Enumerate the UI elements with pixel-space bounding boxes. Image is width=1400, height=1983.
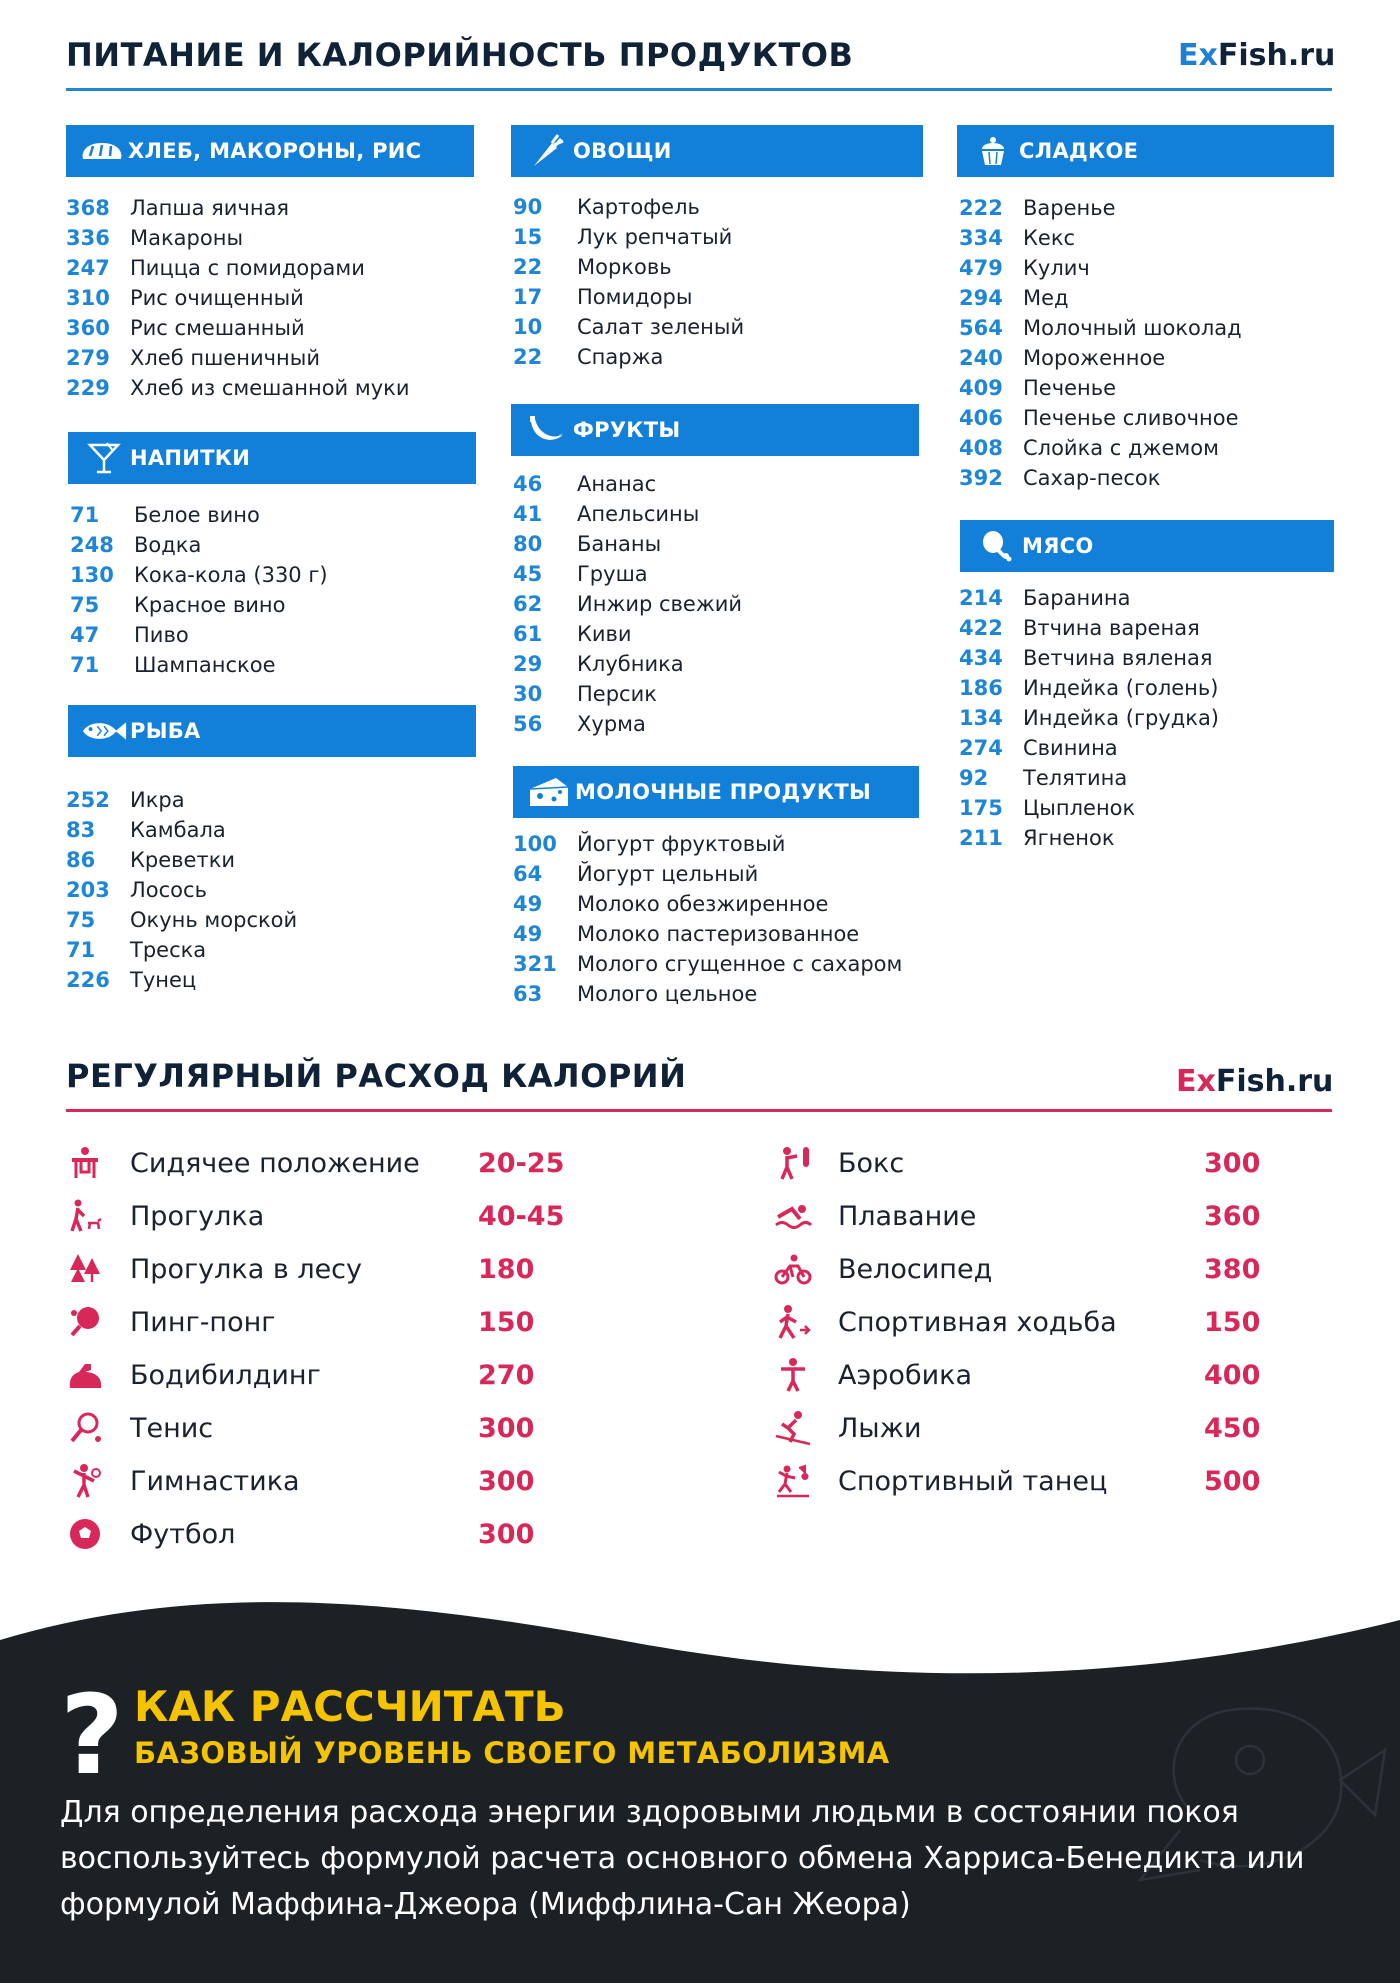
activity-kcal: 300 [478, 1518, 535, 1550]
kcal-value: 49 [513, 892, 543, 916]
activity-kcal: 180 [478, 1253, 535, 1285]
list-item [66, 253, 409, 283]
activity-row [66, 1143, 626, 1183]
category-title: СЛАДКОЕ [1019, 139, 1139, 163]
soccer-ball-icon [66, 1515, 104, 1553]
list-item [959, 823, 1219, 853]
kcal-value: 71 [66, 938, 96, 962]
activity-name: Бодибилдинг [130, 1359, 321, 1391]
activity-name: Бокс [838, 1147, 905, 1179]
category-header-drinks [68, 432, 476, 484]
kcal-value: 336 [66, 226, 110, 250]
race-walking-icon [774, 1303, 812, 1341]
product-name: Индейка (грудка) [1023, 706, 1220, 730]
activity-name: Футбол [130, 1518, 236, 1550]
list-sweets [959, 193, 1242, 493]
list-item [959, 343, 1242, 373]
kcal-value: 334 [959, 226, 1003, 250]
product-name: Ананас [577, 472, 657, 496]
activity-kcal: 450 [1204, 1412, 1261, 1444]
product-name: Кулич [1023, 256, 1090, 280]
list-item [66, 373, 409, 403]
list-item [66, 343, 409, 373]
kcal-value: 186 [959, 676, 1003, 700]
kcal-value: 408 [959, 436, 1003, 460]
kcal-value: 564 [959, 316, 1003, 340]
kcal-value: 90 [513, 195, 543, 219]
product-name: Лосось [130, 878, 207, 902]
kcal-value: 247 [66, 256, 110, 280]
product-name: Ягненок [1023, 826, 1115, 850]
product-name: Окунь морской [130, 908, 298, 932]
list-item [66, 193, 409, 223]
list-item [959, 403, 1242, 433]
activity-name: Спортивный танец [838, 1465, 1108, 1497]
list-meat [959, 583, 1219, 853]
activity-name: Лыжи [838, 1412, 922, 1444]
category-title: НАПИТКИ [130, 446, 251, 470]
kcal-value: 321 [513, 952, 557, 976]
list-item [513, 312, 744, 342]
list-item [959, 313, 1242, 343]
kcal-value: 47 [70, 623, 100, 647]
product-name: Апельсины [577, 502, 700, 526]
product-name: Лук репчатый [577, 225, 733, 249]
aerobics-icon [774, 1356, 812, 1394]
product-name: Рис смешанный [130, 316, 305, 340]
list-item [70, 560, 328, 590]
list-item [959, 583, 1219, 613]
activity-kcal: 20-25 [478, 1147, 565, 1179]
question-mark-icon: ? [60, 1671, 124, 1799]
footer-title: КАК РАССЧИТАТЬ [134, 1682, 566, 1731]
category-header-fruits [511, 404, 919, 456]
kcal-value: 15 [513, 225, 543, 249]
activity-kcal: 150 [478, 1306, 535, 1338]
list-item [959, 673, 1219, 703]
product-name: Белое вино [134, 503, 260, 527]
activity-name: Пинг-понг [130, 1306, 276, 1338]
brand-ex: Ex [1176, 1064, 1216, 1099]
list-item [959, 253, 1242, 283]
activity-name: Гимнастика [130, 1465, 300, 1497]
bicycle-icon [774, 1250, 812, 1288]
product-name: Бананы [577, 532, 662, 556]
list-item [959, 763, 1219, 793]
kcal-value: 248 [70, 533, 114, 557]
list-item [66, 935, 297, 965]
activity-row [774, 1355, 1334, 1395]
activity-row [774, 1143, 1334, 1183]
product-name: Свинина [1023, 736, 1118, 760]
activity-kcal: 300 [478, 1465, 535, 1497]
list-item [513, 222, 744, 252]
activity-kcal: 300 [1204, 1147, 1261, 1179]
list-item [70, 620, 328, 650]
category-title: ОВОЩИ [573, 139, 672, 163]
activity-row [66, 1196, 626, 1236]
product-name: Креветки [130, 848, 236, 872]
swimming-icon [774, 1197, 812, 1235]
product-name: Тунец [130, 968, 197, 992]
activity-kcal: 270 [478, 1359, 535, 1391]
list-item [513, 282, 744, 312]
activity-row [66, 1249, 626, 1289]
product-name: Салат зеленый [577, 315, 745, 339]
category-header-vegetables [511, 125, 923, 177]
kcal-value: 80 [513, 532, 543, 556]
activity-row [774, 1249, 1334, 1289]
list-item [959, 703, 1219, 733]
kcal-value: 49 [513, 922, 543, 946]
list-dairy [513, 829, 902, 1009]
list-item [513, 829, 902, 859]
kcal-value: 422 [959, 616, 1003, 640]
product-name: Треска [130, 938, 207, 962]
list-item [513, 469, 742, 499]
cheese-icon [525, 772, 573, 812]
product-name: Красное вино [134, 593, 286, 617]
footer-text-line: воспользуйтесь формулой расчета основного обмена Харриса-Бенедикта или [60, 1841, 1305, 1876]
product-name: Клубника [577, 652, 684, 676]
product-name: Лапша яичная [130, 196, 290, 220]
kcal-value: 41 [513, 502, 543, 526]
product-name: Мологo цельное [577, 982, 758, 1006]
activity-row [774, 1408, 1334, 1448]
list-item [959, 643, 1219, 673]
product-name: Кока-кола (330 г) [134, 563, 328, 587]
activities-divider [66, 1109, 1332, 1112]
kcal-value: 30 [513, 682, 543, 706]
kcal-value: 62 [513, 592, 543, 616]
list-item [513, 342, 744, 372]
list-item [70, 650, 328, 680]
kcal-value: 22 [513, 345, 543, 369]
activity-row [774, 1302, 1334, 1342]
category-title: МОЛОЧНЫЕ ПРОДУКТЫ [575, 780, 872, 804]
list-item [66, 283, 409, 313]
activity-row [66, 1461, 626, 1501]
kcal-value: 434 [959, 646, 1003, 670]
product-name: Слойка с джемом [1023, 436, 1219, 460]
tennis-icon [66, 1409, 104, 1447]
kcal-value: 100 [513, 832, 557, 856]
list-item [959, 193, 1242, 223]
kcal-value: 83 [66, 818, 96, 842]
list-item [66, 965, 297, 995]
list-item [513, 559, 742, 589]
brand-logo-top[interactable] [1178, 38, 1335, 73]
list-item [513, 919, 902, 949]
product-name: Макароны [130, 226, 244, 250]
kcal-value: 46 [513, 472, 543, 496]
product-name: Хлеб пшеничный [130, 346, 320, 370]
list-item [513, 619, 742, 649]
product-name: Шампанское [134, 653, 276, 677]
list-item [70, 500, 328, 530]
forest-icon [66, 1250, 104, 1288]
list-vegetables [513, 192, 744, 372]
gymnastics-icon [66, 1462, 104, 1500]
activity-name: Спортивная ходьба [838, 1306, 1117, 1338]
kcal-value: 211 [959, 826, 1003, 850]
footer-text-line: Для определения расхода энергии здоровыми людьми в состоянии покоя [60, 1795, 1239, 1830]
category-header-fish [68, 705, 476, 757]
activity-kcal: 380 [1204, 1253, 1261, 1285]
kcal-value: 86 [66, 848, 96, 872]
activity-kcal: 300 [478, 1412, 535, 1444]
category-header-sweets [957, 125, 1334, 177]
kcal-value: 29 [513, 652, 543, 676]
product-name: Йогурт фруктовый [577, 832, 786, 856]
brand-rest: Fish.ru [1217, 38, 1336, 73]
list-item [70, 530, 328, 560]
kcal-value: 294 [959, 286, 1003, 310]
activity-kcal: 400 [1204, 1359, 1261, 1391]
list-item [959, 463, 1242, 493]
product-name: Втчина вареная [1023, 616, 1200, 640]
product-name: Печенье сливочное [1023, 406, 1239, 430]
product-name: Цыпленок [1023, 796, 1136, 820]
list-item [959, 373, 1242, 403]
kcal-value: 71 [70, 503, 100, 527]
product-name: Морковь [577, 255, 672, 279]
footer-subtitle: БАЗОВЫЙ УРОВЕНЬ СВОЕГО МЕТАБОЛИЗМА [134, 1736, 890, 1770]
dance-icon [774, 1462, 812, 1500]
kcal-value: 92 [959, 766, 989, 790]
list-item [70, 590, 328, 620]
header-divider [66, 88, 1332, 91]
product-name: Хлеб из смешанной муки [130, 376, 410, 400]
category-title: ХЛЕБ, МАКОРОНЫ, РИС [128, 139, 422, 163]
list-item [66, 875, 297, 905]
activity-row [774, 1196, 1334, 1236]
list-item [959, 733, 1219, 763]
list-item [513, 859, 902, 889]
product-name: Кекс [1023, 226, 1076, 250]
kcal-value: 130 [70, 563, 114, 587]
category-header-dairy [513, 766, 919, 818]
product-name: Пицца с помидорами [130, 256, 365, 280]
product-name: Икра [130, 788, 185, 812]
list-item [513, 889, 902, 919]
product-name: Молочный шоколад [1023, 316, 1242, 340]
product-name: Баранина [1023, 586, 1131, 610]
list-item [513, 709, 742, 739]
kcal-value: 279 [66, 346, 110, 370]
product-name: Мед [1023, 286, 1069, 310]
list-fruits [513, 469, 742, 739]
list-item [66, 223, 409, 253]
list-item [959, 283, 1242, 313]
activity-name: Велосипед [838, 1253, 993, 1285]
product-name: Инжир свежий [577, 592, 743, 616]
kcal-value: 240 [959, 346, 1003, 370]
list-item [513, 252, 744, 282]
brand-ex: Ex [1178, 38, 1218, 73]
activity-kcal: 360 [1204, 1200, 1261, 1232]
list-item [959, 433, 1242, 463]
activity-kcal: 150 [1204, 1306, 1261, 1338]
activities-title: РЕГУЛЯРНЫЙ РАСХОД КАЛОРИЙ [66, 1057, 687, 1095]
product-name: Сахар-песок [1023, 466, 1161, 490]
activity-kcal: 40-45 [478, 1200, 565, 1232]
product-name: Картофель [577, 195, 700, 219]
walking-dog-icon [66, 1197, 104, 1235]
bread-icon [78, 131, 126, 171]
brand-rest: Fish.ru [1215, 1064, 1334, 1099]
product-name: Варенье [1023, 196, 1116, 220]
activity-name: Тенис [130, 1412, 214, 1444]
kcal-value: 392 [959, 466, 1003, 490]
activity-name: Сидячее положение [130, 1147, 420, 1179]
list-item [513, 649, 742, 679]
list-item [513, 589, 742, 619]
kcal-value: 63 [513, 982, 543, 1006]
list-item [513, 949, 902, 979]
kcal-value: 406 [959, 406, 1003, 430]
list-item [959, 793, 1219, 823]
cupcake-icon [969, 131, 1017, 171]
list-item [513, 979, 902, 1009]
kcal-value: 409 [959, 376, 1003, 400]
activity-row [66, 1408, 626, 1448]
cocktail-icon [80, 438, 128, 478]
activity-row [66, 1302, 626, 1342]
kcal-value: 61 [513, 622, 543, 646]
activity-name: Прогулка [130, 1200, 265, 1232]
activity-kcal: 500 [1204, 1465, 1261, 1497]
product-name: Камбала [130, 818, 226, 842]
kcal-value: 75 [70, 593, 100, 617]
activity-row [66, 1355, 626, 1395]
list-item [513, 679, 742, 709]
kcal-value: 56 [513, 712, 543, 736]
product-name: Печенье [1023, 376, 1117, 400]
kcal-value: 175 [959, 796, 1003, 820]
list-item [513, 499, 742, 529]
product-name: Мороженное [1023, 346, 1166, 370]
product-name: Спаржа [577, 345, 664, 369]
drumstick-icon [972, 526, 1020, 566]
product-name: Рис очищенный [130, 286, 304, 310]
kcal-value: 214 [959, 586, 1003, 610]
list-drinks [70, 500, 328, 680]
kcal-value: 479 [959, 256, 1003, 280]
kcal-value: 22 [513, 255, 543, 279]
skiing-icon [774, 1409, 812, 1447]
kcal-value: 75 [66, 908, 96, 932]
category-header-bread [66, 125, 474, 177]
activity-row [774, 1461, 1334, 1501]
list-item [66, 905, 297, 935]
list-item [66, 815, 297, 845]
kcal-value: 229 [66, 376, 110, 400]
kcal-value: 368 [66, 196, 110, 220]
list-item [66, 313, 409, 343]
product-name: Телятина [1023, 766, 1128, 790]
product-name: Груша [577, 562, 648, 586]
boxing-icon [774, 1144, 812, 1182]
list-item [66, 845, 297, 875]
list-item [513, 529, 742, 559]
category-title: РЫБА [130, 719, 201, 743]
product-name: Молоко обезжиренное [577, 892, 829, 916]
category-header-meat [960, 520, 1334, 572]
kcal-value: 222 [959, 196, 1003, 220]
category-title: МЯСО [1022, 534, 1094, 558]
product-name: Помидоры [577, 285, 693, 309]
kcal-value: 360 [66, 316, 110, 340]
banana-icon [523, 410, 571, 450]
product-name: Ветчина вяленая [1023, 646, 1213, 670]
kcal-value: 310 [66, 286, 110, 310]
kcal-value: 252 [66, 788, 110, 812]
kcal-value: 203 [66, 878, 110, 902]
product-name: Индейка (голень) [1023, 676, 1219, 700]
product-name: Водка [134, 533, 202, 557]
list-bread [66, 193, 409, 403]
product-name: Йогурт цельный [577, 862, 759, 886]
ping-pong-icon [66, 1303, 104, 1341]
product-name: Персик [577, 682, 657, 706]
sitting-icon [66, 1144, 104, 1182]
kcal-value: 226 [66, 968, 110, 992]
activity-row [66, 1514, 626, 1554]
brand-logo-bottom[interactable] [1176, 1064, 1333, 1099]
activity-name: Аэробика [838, 1359, 972, 1391]
product-name: Хурма [577, 712, 646, 736]
product-name: Киви [577, 622, 632, 646]
kcal-value: 17 [513, 285, 543, 309]
list-fish [66, 785, 297, 995]
list-item [66, 785, 297, 815]
list-item [513, 192, 744, 222]
category-title: ФРУКТЫ [573, 418, 681, 442]
bicep-icon [66, 1356, 104, 1394]
product-name: Молоко пастеризованное [577, 922, 860, 946]
carrot-icon [523, 131, 571, 171]
product-name: Пиво [134, 623, 189, 647]
kcal-value: 64 [513, 862, 543, 886]
footer-text-line: формулой Маффина-Джеора (Миффлина-Сан Жеора) [60, 1887, 911, 1922]
activity-name: Прогулка в лесу [130, 1253, 363, 1285]
fish-icon [80, 711, 128, 751]
kcal-value: 274 [959, 736, 1003, 760]
list-item [959, 223, 1242, 253]
activity-name: Плавание [838, 1200, 977, 1232]
product-name: Мологo сгущенное с сахаром [577, 952, 903, 976]
list-item [959, 613, 1219, 643]
kcal-value: 45 [513, 562, 543, 586]
page-title: ПИТАНИЕ И КАЛОРИЙНОСТЬ ПРОДУКТОВ [66, 36, 854, 74]
kcal-value: 71 [70, 653, 100, 677]
kcal-value: 10 [513, 315, 543, 339]
kcal-value: 134 [959, 706, 1003, 730]
